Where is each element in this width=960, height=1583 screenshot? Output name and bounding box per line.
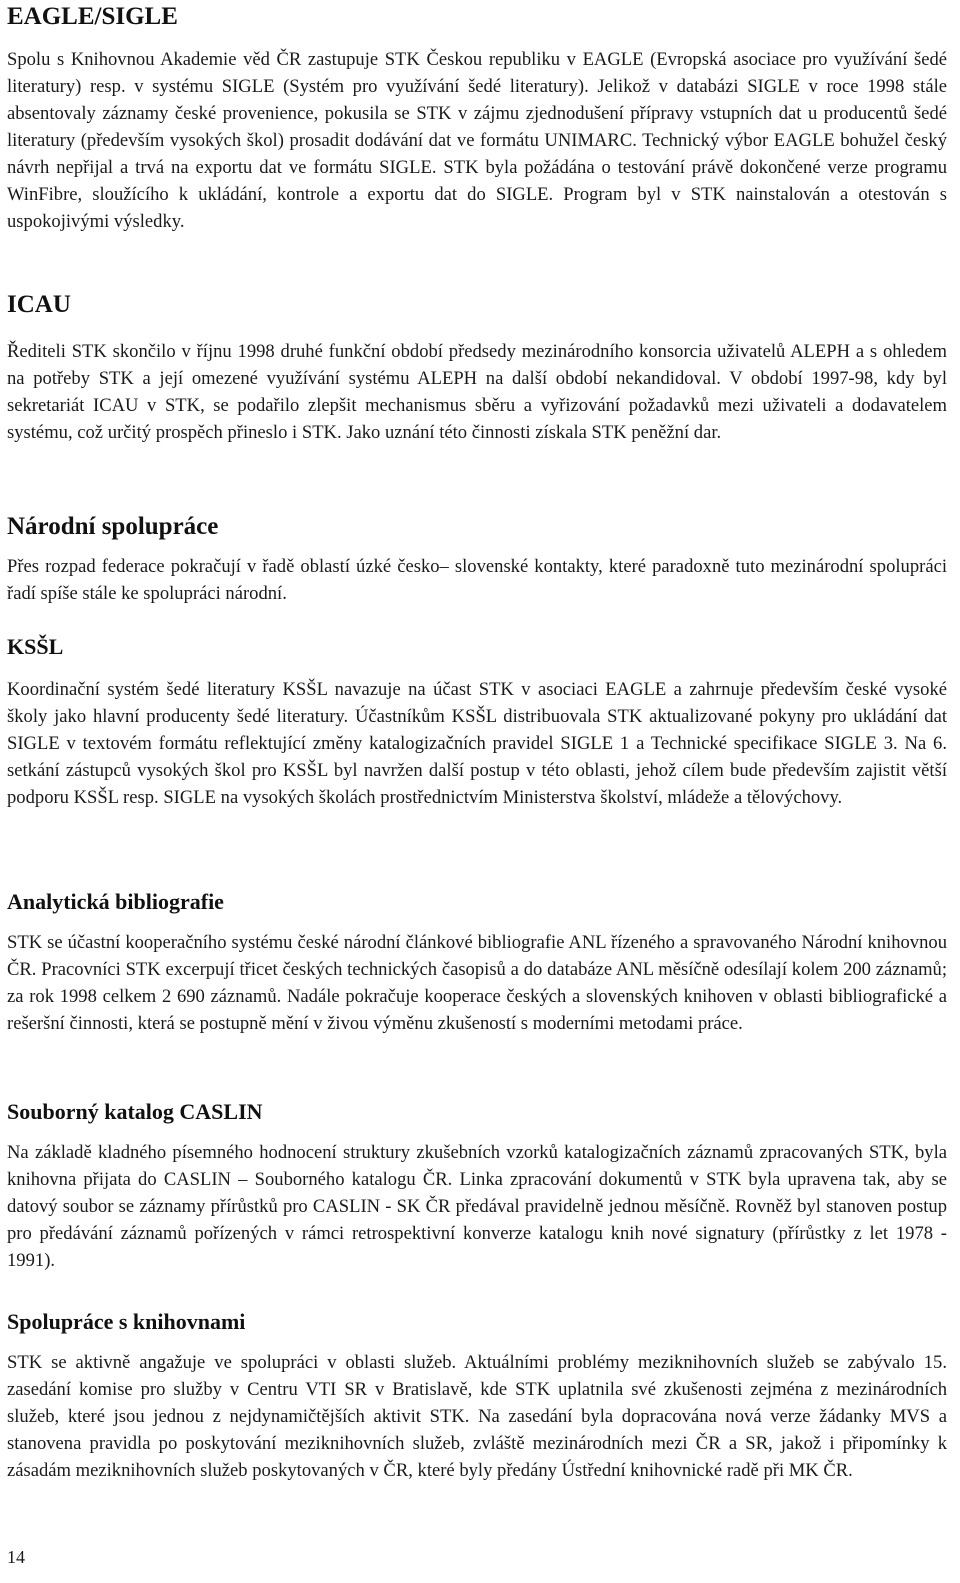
section-heading: EAGLE/SIGLE [7,3,178,30]
section-heading: Analytická bibliografie [7,889,224,914]
section-spoluprace-s-knihovnami [7,1309,947,1484]
section-kssl [7,634,947,811]
section-paragraph: Řediteli STK skončilo v říjnu 1998 druhé funkční období předsedy mezinárodního konsorcia uživatelů ALEPH a s ohledem na potřeby STK a její omezené využívání systému ALEPH na další období nekandidoval. V období 1997-98, kdy byl sekretariát ICAU v STK, se podařilo zlepšit mechanismus sběru a vyřizování požadavků mezi uživateli a dodavatelem systému, což určitý prospěch přineslo i STK. Jako uznání této činnosti získala STK peněžní dar. [7,341,947,443]
section-heading: KSŠL [7,634,64,659]
section-paragraph: STK se účastní kooperačního systému české národní článkové bibliografie ANL řízeného a spravovaného Národní knihovnou ČR. Pracovníci STK excerpují třicet českých technických časopisů a do databáze ANL měsíčně odesílají kolem 200 záznamů; za rok 1998 celkem 2 690 záznamů. Nadále pokračuje kooperace českých a slovenských knihoven v oblasti bibliografické a rešeršní činnosti, která se postupně mění v živou výměnu zkušeností s moderními metodami práce. [7,932,947,1034]
section-heading: Souborný katalog CASLIN [7,1099,263,1124]
section-heading: ICAU [7,291,71,318]
section-paragraph: Přes rozpad federace pokračují v řadě oblastí úzké česko– slovenské kontakty, které paradoxně tuto mezinárodní spolupráci řadí spíše stále ke spolupráci národní. [7,556,947,604]
section-heading: Národní spolupráce [7,513,219,540]
section-analyticka-bibliografie [7,889,947,1037]
section-souborny-katalog-caslin [7,1099,947,1274]
section-paragraph: STK se aktivně angažuje ve spolupráci v oblasti služeb. Aktuálními problémy meziknihovních služeb se zabývalo 15. zasedání komise pro služby v Centru VTI SR v Bratislavě, kde STK uplatnila své zkušenosti zejména z mezinárodních služeb, které jsou jednou z nejdynamičtějších aktivit STK. Na zasedání byla dopracována nová verze žádanky MVS a stanovena pravidla po poskytování meziknihovních služeb, zvláště mezinárodních mezi ČR a SR, jakož i připomínky k zásadám meziknihovních služeb poskytovaných v ČR, které byly předány Ústřední knihovnické radě při MK ČR. [7,1352,947,1481]
section-icau [7,290,947,446]
section-eagle-sigle [7,2,947,235]
section-heading: Spolupráce s knihovnami [7,1309,246,1334]
section-paragraph: Spolu s Knihovnou Akademie věd ČR zastupuje STK Českou republiku v EAGLE (Evropská asociace pro využívání šedé literatury) resp. v systému SIGLE (Systém pro využívání šedé literatury). Jelikož v databázi SIGLE v roce 1998 stále absentovaly záznamy české provenience, pokusila se STK v zájmu zjednodušení přípravy vstupních dat u producentů šedé literatury (především vysokých škol) prosadit dodávání dat ve formátu UNIMARC. Technický výbor EAGLE bohužel český návrh nepřijal a trvá na exportu dat ve formátu SIGLE. STK byla požádána o testování právě dokončené verze programu WinFibre, sloužícího k ukládání, kontrole a exportu dat do SIGLE. Program byl v STK nainstalován a otestován s uspokojivými výsledky. [7,49,947,232]
page-number: 14 [7,1547,25,1567]
section-paragraph: Na základě kladného písemného hodnocení struktury zkušebních vzorků katalogizačních záznamů zpracovaných STK, byla knihovna přijata do CASLIN – Souborného katalogu ČR. Linka zpracování dokumentů v STK byla upravena tak, aby se datový soubor se záznamy přírůstků pro CASLIN - SK ČR předával pravidelně jednou měsíčně. Rovněž byl stanoven postup pro předávání záznamů pořízených v rámci retrospektivní konverze katalogu knih nové signatury (přírůstky z let 1978 - 1991). [7,1142,947,1271]
section-narodni-spoluprace [7,512,947,607]
section-paragraph: Koordinační systém šedé literatury KSŠL navazuje na účast STK v asociaci EAGLE a zahrnuje především české vysoké školy jako hlavní producenty šedé literatury. Účastníkům KSŠL distribuovala STK aktualizované pokyny pro ukládání dat SIGLE v textovém formátu reflektující změny katalogizačních pravidel SIGLE 1 a Technické specifikace SIGLE 3. Na 6. setkání zástupců vysokých škol pro KSŠL byl navržen další postup v této oblasti, jehož cílem bude především zajistit větší podporu KSŠL resp. SIGLE na vysokých školách prostřednictvím Ministerstva školství, mládeže a tělovýchovy. [7,679,947,808]
